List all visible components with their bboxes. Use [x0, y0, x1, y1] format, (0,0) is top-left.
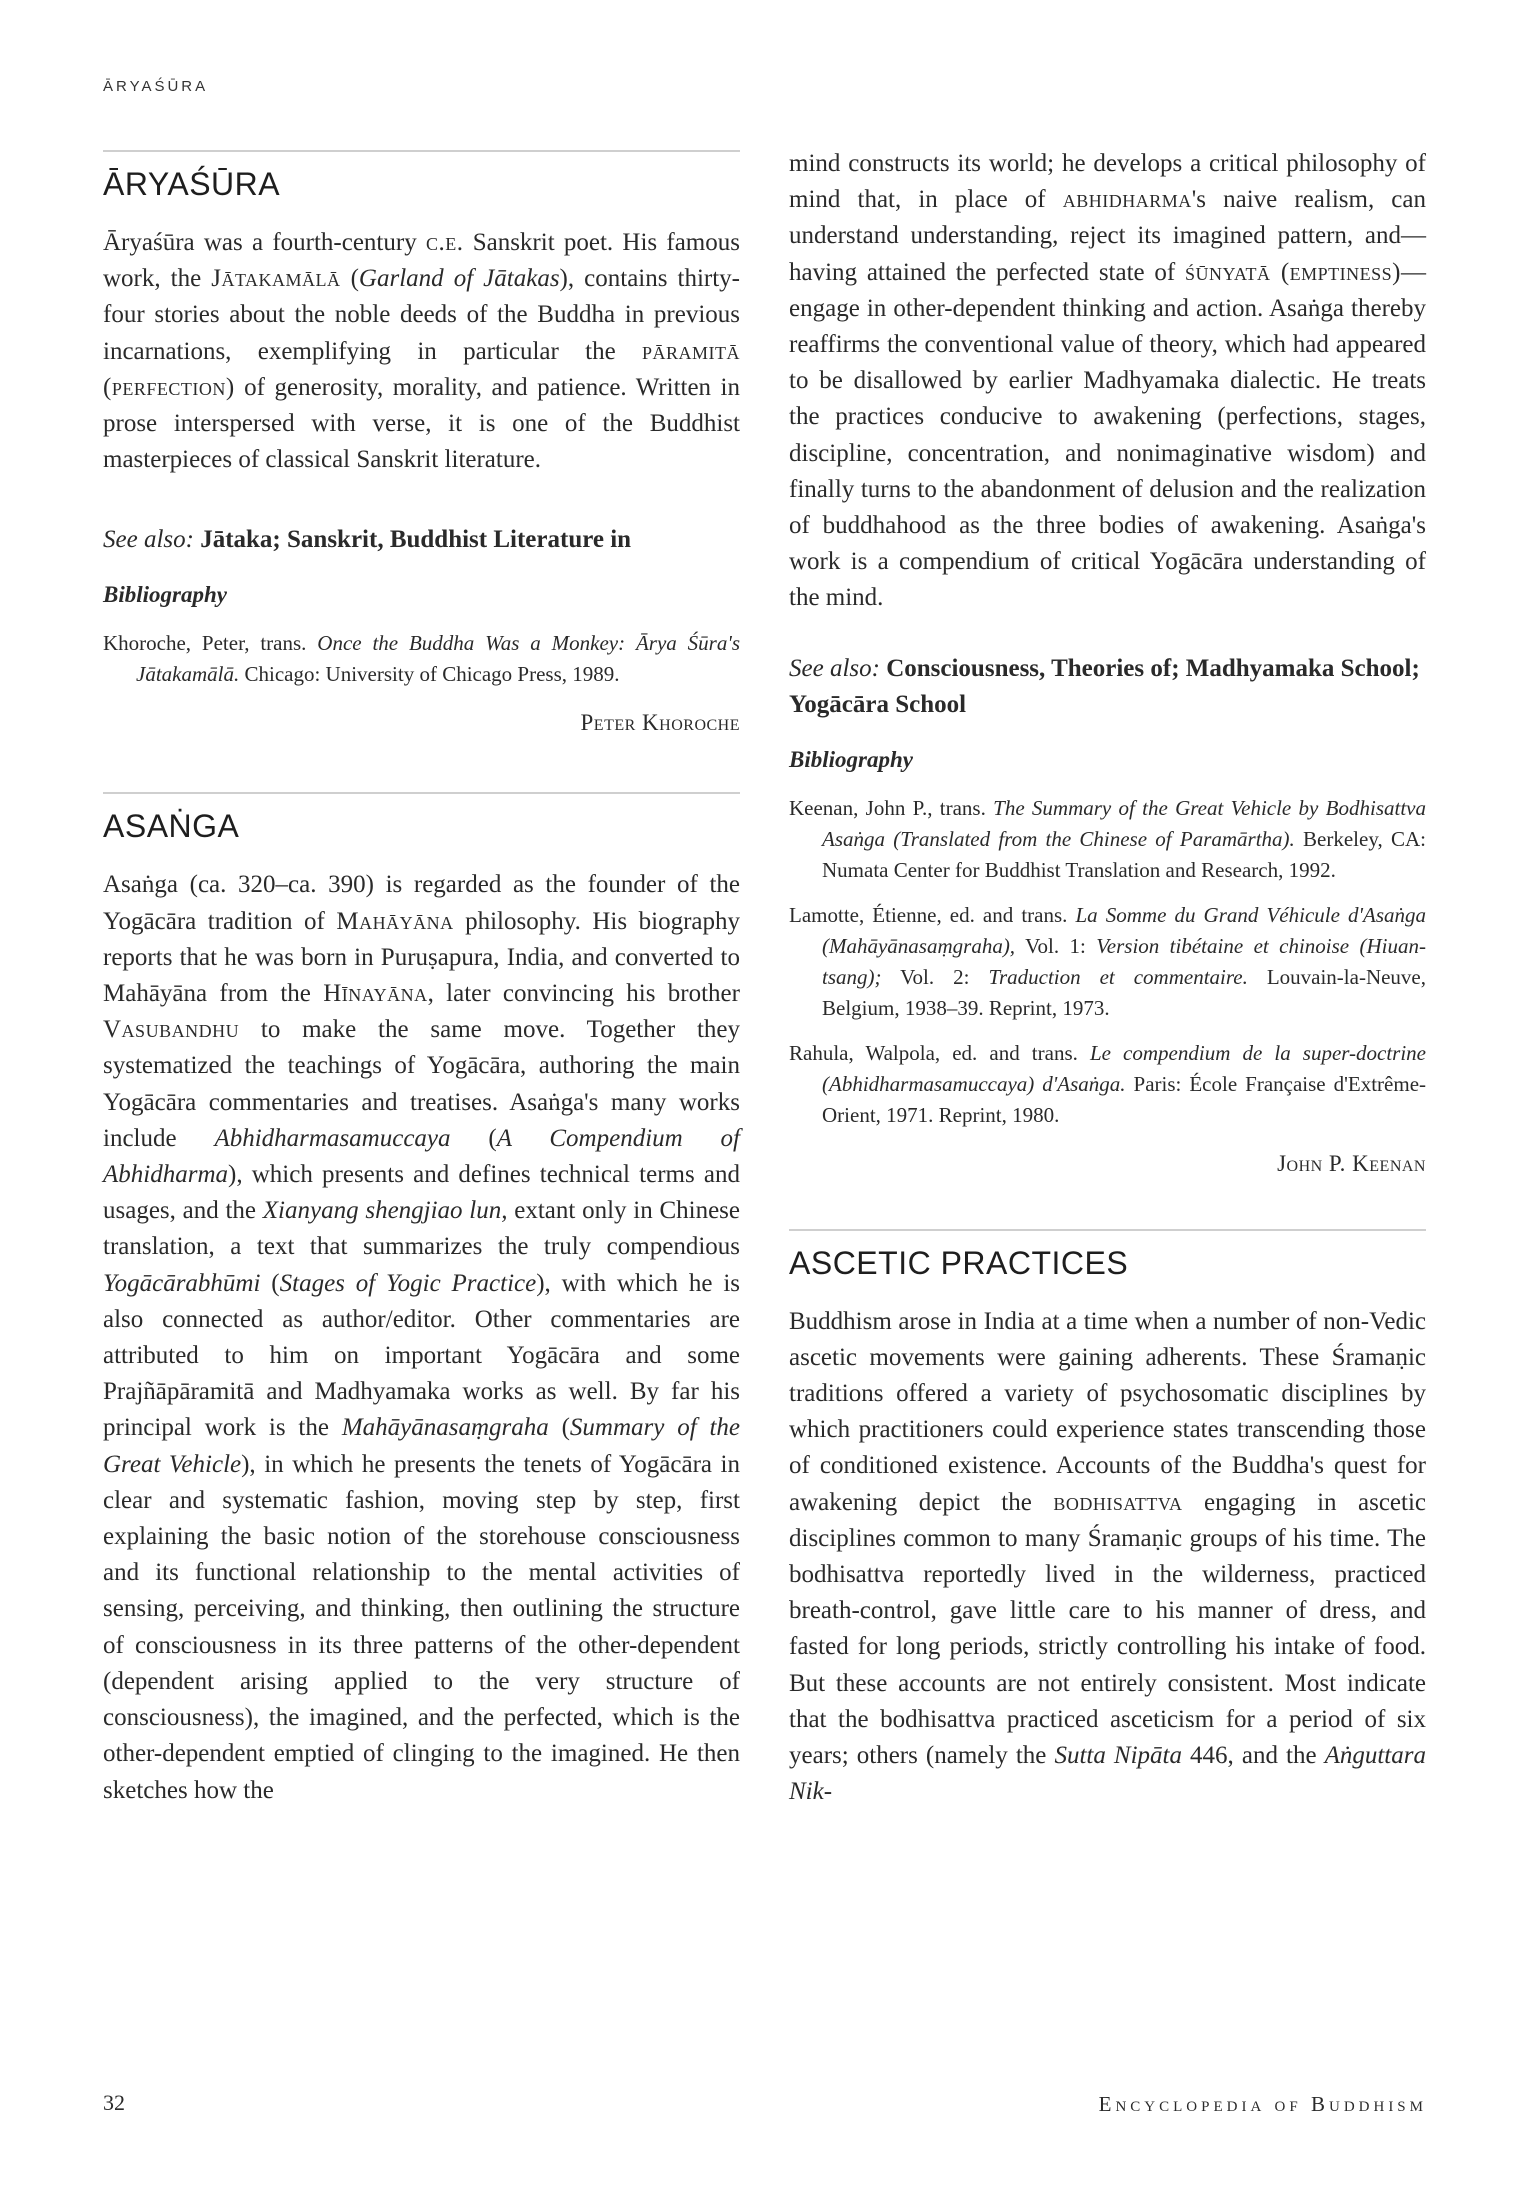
cross-ref-bodhisattva[interactable]: bodhisattva: [1053, 1488, 1183, 1516]
cross-ref-sunyata[interactable]: śūnyatā (emptiness): [1185, 258, 1401, 286]
entry-body-asanga-continued: mind constructs its world; he develops a critical philosophy of mind that, in place of abhidharma's naive realism, can understand understanding, reject its imagined pattern, and—having attained the perfected state of śūnyatā (emptiness)—engage in other-dependent thinking and action. Asaṅga thereby reaffirms the conventional value of theory, which had appeared to be disallowed by earlier Madhyamaka dialectic. He treats the practices conducive to awakening (perfections, stages, discipline, concentration, and nonimaginative wisdom) and finally turns to the abandonment of delusion and the realization of buddhahood as the three bodies of awakening. Asaṅga's work is a compendium of critical Yogācāra understanding of the mind.: [789, 150, 1426, 612]
right-column: [789, 146, 1426, 1810]
entry-rule: [103, 150, 740, 152]
cross-ref-hinayana[interactable]: Hīnayāna: [323, 980, 428, 1008]
see-also-asanga: See also: Consciousness, Theories of; Madhyamaka School; Yogācāra School: [789, 654, 1420, 718]
page-number: 32: [103, 2090, 125, 2115]
see-also-links[interactable]: Consciousness, Theories of; Madhyamaka School; Yogācāra School: [789, 654, 1420, 718]
cross-ref-vasubandhu[interactable]: Vasubandhu: [103, 1016, 240, 1044]
entry-rule: [789, 1229, 1426, 1231]
contributor-name: John P. Keenan: [1277, 1150, 1426, 1176]
bibliography-entry: Rahula, Walpola, ed. and trans. Le compendium de la super-doctrine (Abhidharmasamuccaya) d'Asaṅga. Paris: École Française d'Extrême-Orient, 1971. Reprint, 1980.: [789, 1040, 1427, 1127]
entry-title-ascetic-practices: ASCETIC PRACTICES: [789, 1244, 1129, 1281]
see-also-aryasura: See also: Jātaka; Sanskrit, Buddhist Literature in: [103, 526, 632, 554]
entry-body-asanga: Asaṅga (ca. 320–ca. 390) is regarded as the founder of the Yogācāra tradition of Mahāyāna philosophy. His biography reports that he was born in Puruṣapura, India, and converted to Mahāyāna from the Hīnayāna, later convincing his brother Vasubandhu to make the same move. Together they systematized the teachings of Yogācāra, authoring the main Yogācāra commentaries and treatises. Asaṅga's many works include Abhidharmasamuccaya (A Compendium of Abhidharma), which presents and defines technical terms and usages, and the Xianyang shengjiao lun, extant only in Chinese translation, a text that summarizes the truly compendious Yogācārabhūmi (Stages of Yogic Practice), with which he is also connected as author/editor. Other commentaries are attributed to him on important Yogācāra and some Prajñāpāramitā and Madhyamaka works as well. By far his principal work is the Mahāyānasaṃgraha (Summary of the Great Vehicle), in which he presents the tenets of Yogācāra in clear and systematic fashion, moving step by step, first explaining the basic notion of the storehouse consciousness and its functional relationship to the mental activities of sensing, perceiving, and thinking, then outlining the structure of consciousness in its three patterns of the other-dependent (dependent arising applied to the very structure of consciousness), the imagined, and the perfected, which is the other-dependent emptied of clinging to the imagined. He then sketches how the: [103, 871, 741, 1804]
bibliography-entry: Lamotte, Étienne, ed. and trans. La Somme du Grand Véhicule d'Asaṅga (Mahāyānasaṃgraha), Vol. 1: Version tibétaine et chinoise (Hiuan-tsang); Vol. 2: Traduction et commentaire. Louvain-la-Neuve, Belgium, 1938–39. Reprint, 1973.: [789, 902, 1427, 1020]
bibliography-heading: Bibliography: [789, 746, 913, 772]
contributor-name: Peter Khoroche: [580, 710, 740, 736]
cross-ref-paramita[interactable]: pāramitā (perfection): [103, 337, 740, 401]
cross-ref-jatakamala[interactable]: Jātakamālā: [211, 265, 341, 293]
book-title: Encyclopedia of Buddhism: [1098, 2092, 1427, 2116]
left-column: [103, 150, 740, 1809]
entry-title-aryasura: ĀRYAŚŪRA: [103, 166, 281, 202]
cross-ref-mahayana[interactable]: Mahāyāna: [336, 907, 454, 935]
running-head: ĀRYAŚŪRA: [103, 78, 209, 95]
see-also-links[interactable]: Jātaka; Sanskrit, Buddhist Literature in: [200, 526, 632, 554]
entry-rule: [103, 792, 740, 794]
cross-ref-abhidharma[interactable]: abhidharma: [1062, 186, 1192, 214]
entry-title-asanga: ASAṄGA: [103, 808, 240, 845]
entry-body-aryasura: Āryaśūra was a fourth-century c.e. Sanskrit poet. His famous work, the Jātakamālā (Garland of Jātakas), contains thirty-four stories about the noble deeds of the Buddha in previous incarnations, exemplifying in particular the pāramitā (perfection) of generosity, morality, and patience. Written in prose interspersed with verse, it is one of the Buddhist masterpieces of classical Sanskrit literature.: [103, 229, 741, 474]
bibliography-heading: Bibliography: [103, 582, 227, 608]
bibliography-entry: Keenan, John P., trans. The Summary of the Great Vehicle by Bodhisattva Asaṅga (Translated from the Chinese of Paramārtha). Berkeley, CA: Numata Center for Buddhist Translation and Research, 1992.: [789, 795, 1426, 882]
entry-body-ascetic-practices: Buddhism arose in India at a time when a number of non-Vedic ascetic movements were gaining adherents. These Śramaṇic traditions offered a variety of psychosomatic disciplines by which practitioners could experience states transcending those of conditioned existence. Accounts of the Buddha's quest for awakening depict the bodhisattva engaging in ascetic disciplines common to many Śramaṇic groups of his time. The bodhisattva reportedly lived in the wilderness, practiced breath-control, gave little care to his manner of dress, and fasted for long periods, strictly controlling his intake of food. But these accounts are not entirely consistent. Most indicate that the bodhisattva practiced asceticism for a period of six years; others (namely the Sutta Nipāta 446, and the Aṅguttara Nik-: [789, 1307, 1427, 1806]
bibliography-entry: Khoroche, Peter, trans. Once the Buddha Was a Monkey: Ārya Śūra's Jātakamālā. Chicago: University of Chicago Press, 1989.: [103, 631, 740, 687]
